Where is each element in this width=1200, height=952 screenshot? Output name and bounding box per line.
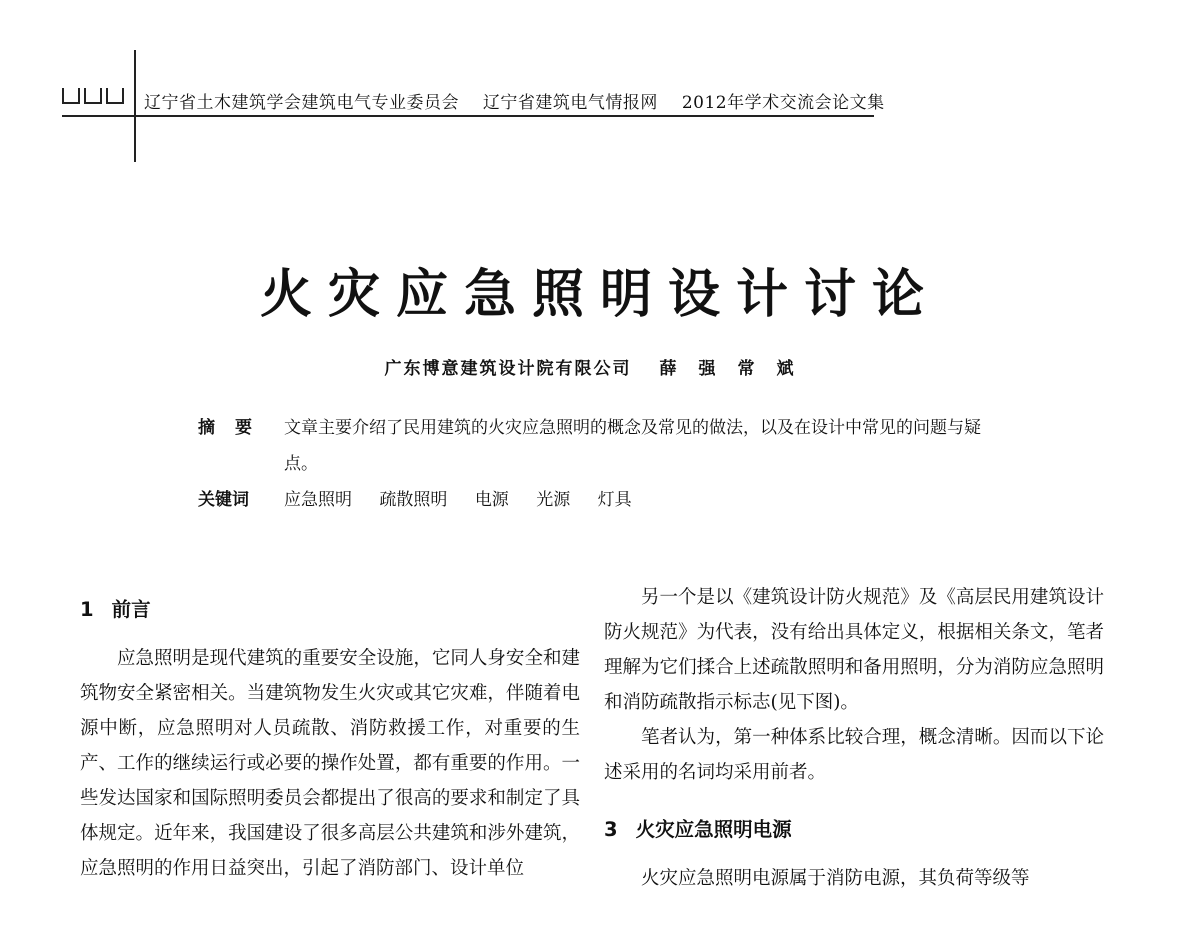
abstract-label: 摘要 [198,418,272,438]
spacer [604,790,1104,800]
section-number: 1 [80,598,94,621]
header-box-marks [62,88,124,110]
header-proceedings: 2012年学术交流会论文集 [681,93,885,113]
paragraph-intro: 应急照明是现代建筑的重要安全设施，它同人身安全和建筑物安全紧密相关。当建筑物发生火灾或其它灾难，伴随着电源中断，应急照明对人员疏散、消防救援工作，对重要的生产、工作的继续运行或必要的操作处置，都有重要的作用。一些发达国家和国际照明委员会都提出了很高的要求和制定了具体规定。近年来，我国建设了很多高层公共建筑和涉外建筑，应急照明的作用日益突出，引起了消防部门、设计单位 [80,648,580,879]
paper-title: 火灾应急照明设计讨论 [259,265,940,325]
author-line [0,354,1200,379]
paragraph-opinion: 笔者认为，第一种体系比较合理，概念清晰。因而以下论述采用的名词均采用前者。 [604,727,1104,783]
affiliation: 广东博意建筑设计院有限公司 [384,359,632,379]
keywords-label: 关键词 [198,490,249,510]
section-heading-3 [604,812,1104,847]
section-title: 火灾应急照明电源 [635,818,792,841]
abstract-block [198,410,1018,518]
author-names: 薛强常斌 [659,359,816,379]
abstract-row [198,410,1018,482]
keywords-row [198,482,1018,518]
running-header [144,88,903,113]
paragraph-power-source: 火灾应急照明电源属于消防电源，其负荷等级等 [641,868,1030,889]
header-horizontal-rule [62,115,874,117]
section-title: 前言 [111,598,151,621]
abstract-text: 文章主要介绍了民用建筑的火灾应急照明的概念及常见的做法，以及在设计中常见的问题与疑点。 [284,418,981,474]
keywords-list [284,482,1004,518]
paragraph-definition: 另一个是以《建筑设计防火规范》及《高层民用建筑设计防火规范》为代表，没有给出具体定义，根据相关条文，笔者理解为它们揉合上述疏散照明和备用照明，分为消防应急照明和消防疏散指示标志(见下图)。 [604,587,1104,713]
keyword: 光源 [536,490,571,510]
keyword: 电源 [474,490,509,510]
section-heading-1 [80,592,580,627]
keyword: 应急照明 [284,490,352,510]
section-number: 3 [604,818,618,841]
header-org-2: 辽宁省建筑电气情报网 [482,93,658,113]
left-column [80,580,580,886]
keyword: 疏散照明 [379,490,448,510]
header-vertical-rule [134,50,136,162]
header-box-mark [106,88,124,104]
header-org-1: 辽宁省土木建筑学会建筑电气专业委员会 [144,93,459,113]
header-box-mark [84,88,102,104]
right-column [604,580,1104,896]
header-box-mark [62,88,80,104]
keyword: 灯具 [597,490,632,510]
